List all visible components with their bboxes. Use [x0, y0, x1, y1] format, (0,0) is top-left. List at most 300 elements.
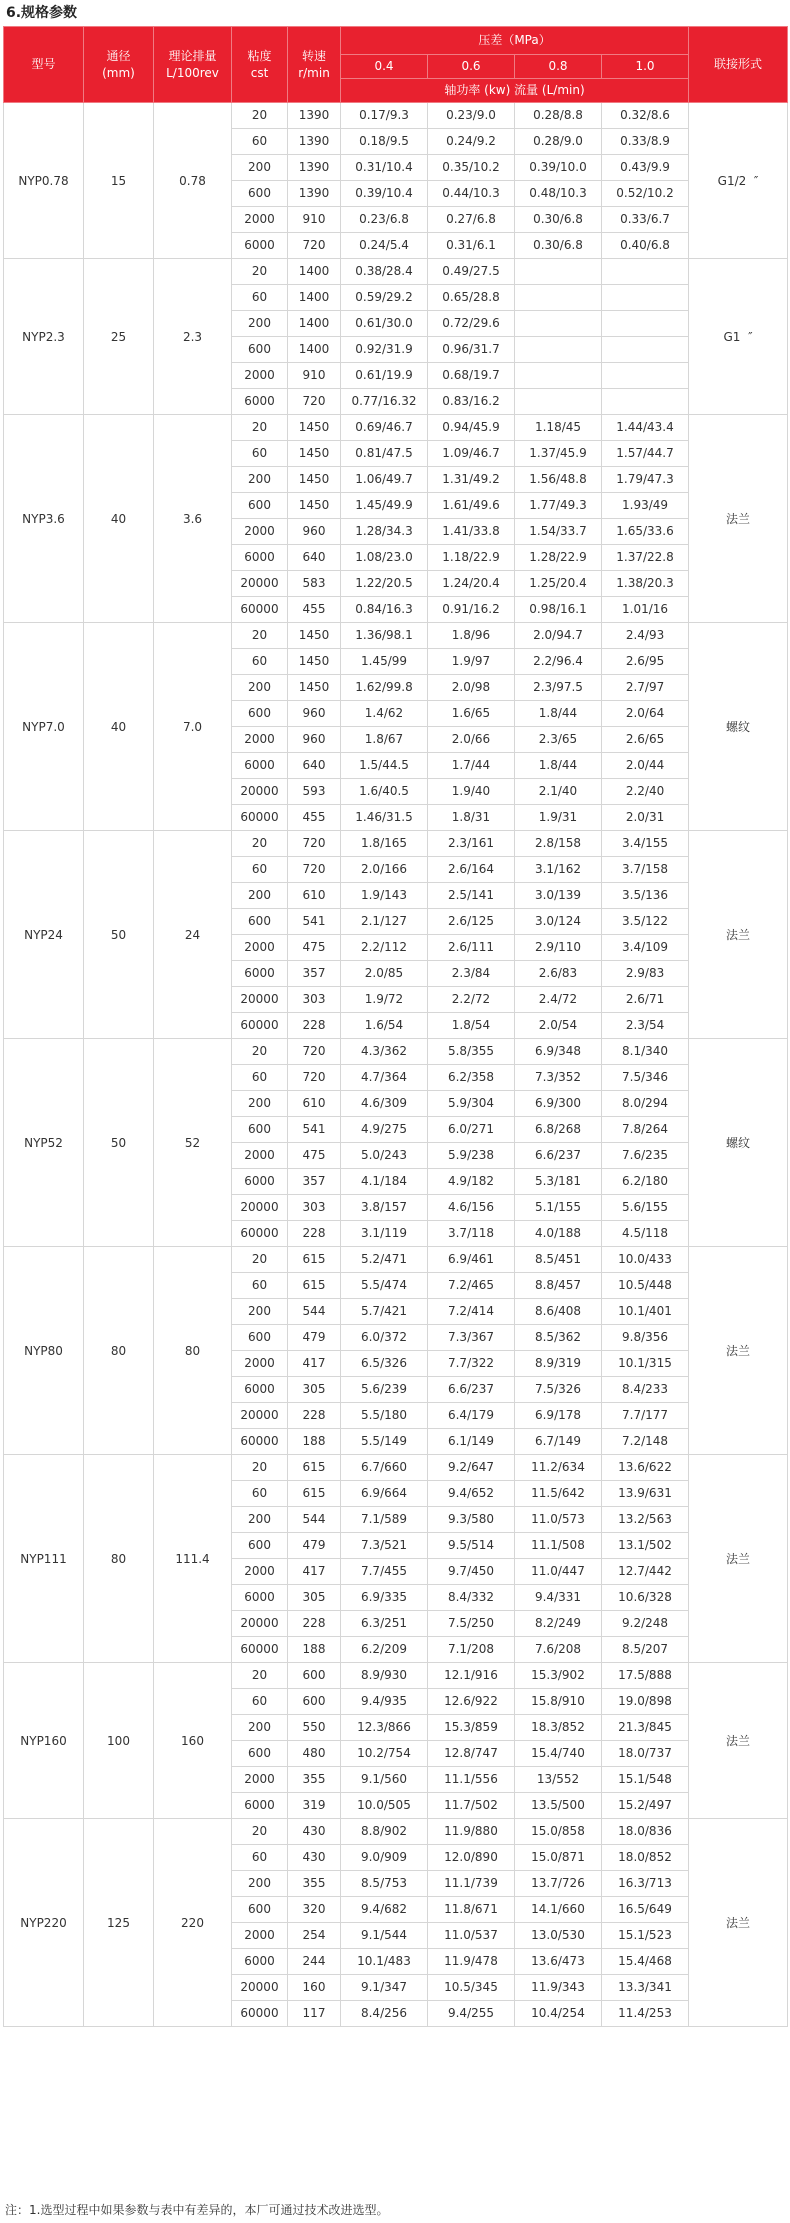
value-cell-0.6: 9.4/255 — [428, 2001, 515, 2027]
value-cell-0.8: 6.9/348 — [515, 1039, 602, 1065]
value-cell-0.4: 5.0/243 — [341, 1143, 428, 1169]
table-row — [4, 259, 788, 285]
viscosity-cell: 600 — [232, 1533, 288, 1559]
value-cell-0.6: 0.44/10.3 — [428, 181, 515, 207]
value-cell-0.6: 2.5/141 — [428, 883, 515, 909]
speed-cell: 1450 — [288, 649, 341, 675]
viscosity-cell: 2000 — [232, 207, 288, 233]
value-cell-0.8: 7.3/352 — [515, 1065, 602, 1091]
value-cell-1.0 — [602, 363, 689, 389]
speed-cell: 541 — [288, 1117, 341, 1143]
value-cell-0.6: 12.0/890 — [428, 1845, 515, 1871]
value-cell-1.0: 1.93/49 — [602, 493, 689, 519]
value-cell-0.4: 4.9/275 — [341, 1117, 428, 1143]
viscosity-cell: 20 — [232, 831, 288, 857]
header-diameter-label: 通径 — [106, 48, 131, 63]
diameter-cell: 40 — [84, 623, 154, 831]
value-cell-1.0: 17.5/888 — [602, 1663, 689, 1689]
header-viscosity — [232, 27, 288, 103]
speed-cell: 541 — [288, 909, 341, 935]
viscosity-cell: 6000 — [232, 389, 288, 415]
value-cell-0.4: 9.0/909 — [341, 1845, 428, 1871]
speed-cell: 188 — [288, 1429, 341, 1455]
value-cell-0.6: 0.31/6.1 — [428, 233, 515, 259]
speed-cell: 640 — [288, 753, 341, 779]
viscosity-cell: 60000 — [232, 597, 288, 623]
speed-cell: 720 — [288, 233, 341, 259]
table-row — [4, 623, 788, 649]
value-cell-0.8: 11.0/447 — [515, 1559, 602, 1585]
speed-cell: 305 — [288, 1377, 341, 1403]
viscosity-cell: 60000 — [232, 1013, 288, 1039]
table-row — [4, 415, 788, 441]
speed-cell: 475 — [288, 1143, 341, 1169]
value-cell-1.0: 0.52/10.2 — [602, 181, 689, 207]
value-cell-0.6: 2.6/111 — [428, 935, 515, 961]
value-cell-0.4: 0.81/47.5 — [341, 441, 428, 467]
value-cell-0.6: 11.7/502 — [428, 1793, 515, 1819]
value-cell-0.8: 14.1/660 — [515, 1897, 602, 1923]
viscosity-cell: 20000 — [232, 779, 288, 805]
speed-cell: 960 — [288, 727, 341, 753]
speed-cell: 244 — [288, 1949, 341, 1975]
value-cell-0.4: 0.18/9.5 — [341, 129, 428, 155]
displacement-cell: 7.0 — [154, 623, 232, 831]
value-cell-0.6: 7.5/250 — [428, 1611, 515, 1637]
viscosity-cell: 20000 — [232, 571, 288, 597]
value-cell-0.4: 1.4/62 — [341, 701, 428, 727]
value-cell-0.6: 7.3/367 — [428, 1325, 515, 1351]
model-cell: NYP80 — [4, 1247, 84, 1455]
value-cell-1.0: 3.4/155 — [602, 831, 689, 857]
value-cell-0.6: 1.18/22.9 — [428, 545, 515, 571]
speed-cell: 615 — [288, 1481, 341, 1507]
viscosity-cell: 2000 — [232, 1923, 288, 1949]
value-cell-1.0: 18.0/737 — [602, 1741, 689, 1767]
value-cell-0.8: 15.0/871 — [515, 1845, 602, 1871]
value-cell-0.4: 9.1/560 — [341, 1767, 428, 1793]
value-cell-1.0: 15.4/468 — [602, 1949, 689, 1975]
viscosity-cell: 600 — [232, 1117, 288, 1143]
value-cell-0.6: 1.61/49.6 — [428, 493, 515, 519]
value-cell-1.0: 10.6/328 — [602, 1585, 689, 1611]
value-cell-0.6: 7.7/322 — [428, 1351, 515, 1377]
value-cell-0.6: 11.9/478 — [428, 1949, 515, 1975]
viscosity-cell: 2000 — [232, 1351, 288, 1377]
viscosity-cell: 20 — [232, 259, 288, 285]
speed-cell: 720 — [288, 857, 341, 883]
displacement-cell: 52 — [154, 1039, 232, 1247]
diameter-cell: 80 — [84, 1455, 154, 1663]
viscosity-cell: 20000 — [232, 987, 288, 1013]
value-cell-0.8: 15.0/858 — [515, 1819, 602, 1845]
value-cell-1.0: 2.0/31 — [602, 805, 689, 831]
viscosity-cell: 60 — [232, 285, 288, 311]
value-cell-0.8: 0.48/10.3 — [515, 181, 602, 207]
value-cell-0.8: 15.3/902 — [515, 1663, 602, 1689]
value-cell-0.6: 1.09/46.7 — [428, 441, 515, 467]
value-cell-0.4: 8.4/256 — [341, 2001, 428, 2027]
value-cell-0.6: 0.65/28.8 — [428, 285, 515, 311]
speed-cell: 228 — [288, 1221, 341, 1247]
speed-cell: 188 — [288, 1637, 341, 1663]
value-cell-1.0: 1.37/22.8 — [602, 545, 689, 571]
value-cell-0.6: 3.7/118 — [428, 1221, 515, 1247]
value-cell-0.4: 8.9/930 — [341, 1663, 428, 1689]
value-cell-0.4: 6.5/326 — [341, 1351, 428, 1377]
value-cell-0.8: 1.54/33.7 — [515, 519, 602, 545]
value-cell-0.8: 6.9/178 — [515, 1403, 602, 1429]
viscosity-cell: 60 — [232, 1689, 288, 1715]
value-cell-0.8: 8.2/249 — [515, 1611, 602, 1637]
header-power-flow: 轴功率 (kw) 流量 (L/min) — [341, 79, 689, 103]
value-cell-0.8: 2.8/158 — [515, 831, 602, 857]
value-cell-0.6: 0.94/45.9 — [428, 415, 515, 441]
value-cell-0.4: 1.8/67 — [341, 727, 428, 753]
value-cell-1.0: 8.4/233 — [602, 1377, 689, 1403]
value-cell-0.8: 13.6/473 — [515, 1949, 602, 1975]
value-cell-0.4: 1.36/98.1 — [341, 623, 428, 649]
value-cell-0.6: 2.0/98 — [428, 675, 515, 701]
value-cell-0.6: 4.6/156 — [428, 1195, 515, 1221]
viscosity-cell: 2000 — [232, 727, 288, 753]
viscosity-cell: 20000 — [232, 1975, 288, 2001]
value-cell-0.4: 1.9/143 — [341, 883, 428, 909]
speed-cell: 117 — [288, 2001, 341, 2027]
viscosity-cell: 6000 — [232, 753, 288, 779]
value-cell-0.6: 2.3/161 — [428, 831, 515, 857]
value-cell-0.6: 1.31/49.2 — [428, 467, 515, 493]
speed-cell: 455 — [288, 805, 341, 831]
connection-cell: G1 ″ — [689, 259, 788, 415]
viscosity-cell: 20 — [232, 1663, 288, 1689]
diameter-cell: 125 — [84, 1819, 154, 2027]
value-cell-0.8: 13.7/726 — [515, 1871, 602, 1897]
value-cell-1.0 — [602, 337, 689, 363]
header-model: 型号 — [4, 27, 84, 103]
value-cell-0.4: 5.5/474 — [341, 1273, 428, 1299]
value-cell-1.0: 13.9/631 — [602, 1481, 689, 1507]
viscosity-cell: 6000 — [232, 961, 288, 987]
value-cell-0.6: 11.9/880 — [428, 1819, 515, 1845]
speed-cell: 544 — [288, 1299, 341, 1325]
value-cell-0.6: 11.1/556 — [428, 1767, 515, 1793]
value-cell-0.8: 6.9/300 — [515, 1091, 602, 1117]
value-cell-0.6: 6.9/461 — [428, 1247, 515, 1273]
value-cell-0.4: 5.7/421 — [341, 1299, 428, 1325]
speed-cell: 615 — [288, 1273, 341, 1299]
speed-cell: 1400 — [288, 337, 341, 363]
speed-cell: 455 — [288, 597, 341, 623]
viscosity-cell: 60000 — [232, 1429, 288, 1455]
value-cell-0.4: 10.0/505 — [341, 1793, 428, 1819]
value-cell-0.4: 10.1/483 — [341, 1949, 428, 1975]
value-cell-0.6: 7.2/465 — [428, 1273, 515, 1299]
value-cell-0.8: 2.6/83 — [515, 961, 602, 987]
value-cell-0.8: 8.9/319 — [515, 1351, 602, 1377]
value-cell-0.6: 6.2/358 — [428, 1065, 515, 1091]
value-cell-0.4: 9.4/935 — [341, 1689, 428, 1715]
value-cell-0.6: 9.2/647 — [428, 1455, 515, 1481]
value-cell-0.8: 8.5/362 — [515, 1325, 602, 1351]
header-pressure-0: 0.4 — [341, 55, 428, 79]
diameter-cell: 80 — [84, 1247, 154, 1455]
value-cell-1.0: 9.8/356 — [602, 1325, 689, 1351]
speed-cell: 1390 — [288, 103, 341, 129]
value-cell-1.0: 2.6/65 — [602, 727, 689, 753]
viscosity-cell: 200 — [232, 1715, 288, 1741]
value-cell-1.0: 15.1/548 — [602, 1767, 689, 1793]
value-cell-0.6: 1.8/54 — [428, 1013, 515, 1039]
header-diameter — [84, 27, 154, 103]
value-cell-0.6: 8.4/332 — [428, 1585, 515, 1611]
value-cell-0.4: 5.5/149 — [341, 1429, 428, 1455]
value-cell-0.8: 0.28/9.0 — [515, 129, 602, 155]
value-cell-0.8: 8.6/408 — [515, 1299, 602, 1325]
value-cell-0.4: 7.1/589 — [341, 1507, 428, 1533]
viscosity-cell: 60000 — [232, 2001, 288, 2027]
value-cell-0.6: 2.2/72 — [428, 987, 515, 1013]
value-cell-0.8 — [515, 363, 602, 389]
viscosity-cell: 20 — [232, 415, 288, 441]
speed-cell: 417 — [288, 1559, 341, 1585]
value-cell-0.4: 0.38/28.4 — [341, 259, 428, 285]
value-cell-0.4: 4.3/362 — [341, 1039, 428, 1065]
header-displacement-unit: L/100rev — [166, 65, 219, 80]
viscosity-cell: 2000 — [232, 1767, 288, 1793]
viscosity-cell: 60000 — [232, 805, 288, 831]
value-cell-1.0: 7.8/264 — [602, 1117, 689, 1143]
viscosity-cell: 6000 — [232, 233, 288, 259]
value-cell-0.4: 1.45/49.9 — [341, 493, 428, 519]
viscosity-cell: 20 — [232, 1039, 288, 1065]
model-cell: NYP220 — [4, 1819, 84, 2027]
value-cell-0.4: 2.0/85 — [341, 961, 428, 987]
value-cell-0.4: 1.45/99 — [341, 649, 428, 675]
table-row — [4, 831, 788, 857]
header-speed-label: 转速 — [301, 48, 326, 63]
value-cell-0.4: 9.1/347 — [341, 1975, 428, 2001]
value-cell-0.4: 0.59/29.2 — [341, 285, 428, 311]
value-cell-0.8: 13/552 — [515, 1767, 602, 1793]
speed-cell: 357 — [288, 1169, 341, 1195]
value-cell-0.4: 3.8/157 — [341, 1195, 428, 1221]
value-cell-0.8: 3.0/124 — [515, 909, 602, 935]
speed-cell: 600 — [288, 1689, 341, 1715]
viscosity-cell: 60 — [232, 1065, 288, 1091]
viscosity-cell: 600 — [232, 701, 288, 727]
value-cell-0.8: 2.0/54 — [515, 1013, 602, 1039]
value-cell-0.6: 4.9/182 — [428, 1169, 515, 1195]
value-cell-0.4: 9.4/682 — [341, 1897, 428, 1923]
speed-cell: 720 — [288, 831, 341, 857]
speed-cell: 960 — [288, 519, 341, 545]
value-cell-1.0: 1.38/20.3 — [602, 571, 689, 597]
viscosity-cell: 600 — [232, 1897, 288, 1923]
value-cell-0.6: 2.0/66 — [428, 727, 515, 753]
value-cell-0.6: 0.24/9.2 — [428, 129, 515, 155]
value-cell-0.4: 1.28/34.3 — [341, 519, 428, 545]
section-title: 6.规格参数 — [6, 5, 78, 21]
value-cell-0.4: 0.31/10.4 — [341, 155, 428, 181]
speed-cell: 640 — [288, 545, 341, 571]
speed-cell: 228 — [288, 1611, 341, 1637]
table-row — [4, 1819, 788, 1845]
value-cell-0.4: 1.6/40.5 — [341, 779, 428, 805]
value-cell-0.8: 2.4/72 — [515, 987, 602, 1013]
displacement-cell: 111.4 — [154, 1455, 232, 1663]
value-cell-1.0: 7.6/235 — [602, 1143, 689, 1169]
displacement-cell: 24 — [154, 831, 232, 1039]
viscosity-cell: 20000 — [232, 1195, 288, 1221]
value-cell-0.8: 6.8/268 — [515, 1117, 602, 1143]
diameter-cell: 50 — [84, 1039, 154, 1247]
value-cell-0.8 — [515, 389, 602, 415]
value-cell-0.6: 1.9/97 — [428, 649, 515, 675]
speed-cell: 430 — [288, 1819, 341, 1845]
displacement-cell: 2.3 — [154, 259, 232, 415]
viscosity-cell: 600 — [232, 337, 288, 363]
value-cell-0.4: 6.9/335 — [341, 1585, 428, 1611]
viscosity-cell: 200 — [232, 1091, 288, 1117]
value-cell-0.6: 11.0/537 — [428, 1923, 515, 1949]
viscosity-cell: 20000 — [232, 1403, 288, 1429]
speed-cell: 355 — [288, 1871, 341, 1897]
speed-cell: 1400 — [288, 285, 341, 311]
value-cell-1.0: 2.9/83 — [602, 961, 689, 987]
table-header — [4, 27, 788, 103]
value-cell-0.4: 0.61/19.9 — [341, 363, 428, 389]
value-cell-1.0: 1.65/33.6 — [602, 519, 689, 545]
viscosity-cell: 60 — [232, 649, 288, 675]
displacement-cell: 80 — [154, 1247, 232, 1455]
viscosity-cell: 6000 — [232, 1949, 288, 1975]
value-cell-0.8: 0.30/6.8 — [515, 233, 602, 259]
model-cell: NYP52 — [4, 1039, 84, 1247]
value-cell-0.6: 1.8/31 — [428, 805, 515, 831]
model-cell: NYP7.0 — [4, 623, 84, 831]
value-cell-0.4: 9.1/544 — [341, 1923, 428, 1949]
header-connection: 联接形式 — [689, 27, 788, 103]
speed-cell: 600 — [288, 1663, 341, 1689]
speed-cell: 305 — [288, 1585, 341, 1611]
value-cell-0.8: 7.6/208 — [515, 1637, 602, 1663]
value-cell-0.8 — [515, 311, 602, 337]
value-cell-0.4: 2.1/127 — [341, 909, 428, 935]
value-cell-1.0: 13.6/622 — [602, 1455, 689, 1481]
value-cell-0.8: 11.1/508 — [515, 1533, 602, 1559]
speed-cell: 610 — [288, 1091, 341, 1117]
value-cell-1.0: 7.5/346 — [602, 1065, 689, 1091]
value-cell-0.8: 1.25/20.4 — [515, 571, 602, 597]
speed-cell: 417 — [288, 1351, 341, 1377]
value-cell-0.8: 2.3/97.5 — [515, 675, 602, 701]
value-cell-0.8: 18.3/852 — [515, 1715, 602, 1741]
viscosity-cell: 200 — [232, 467, 288, 493]
value-cell-0.4: 6.3/251 — [341, 1611, 428, 1637]
value-cell-1.0 — [602, 259, 689, 285]
value-cell-0.6: 11.8/671 — [428, 1897, 515, 1923]
value-cell-0.8: 4.0/188 — [515, 1221, 602, 1247]
value-cell-1.0: 2.3/54 — [602, 1013, 689, 1039]
value-cell-0.6: 9.4/652 — [428, 1481, 515, 1507]
value-cell-0.4: 8.5/753 — [341, 1871, 428, 1897]
value-cell-1.0: 8.1/340 — [602, 1039, 689, 1065]
viscosity-cell: 2000 — [232, 519, 288, 545]
speed-cell: 615 — [288, 1247, 341, 1273]
value-cell-1.0: 15.1/523 — [602, 1923, 689, 1949]
value-cell-0.4: 4.1/184 — [341, 1169, 428, 1195]
value-cell-1.0: 0.32/8.6 — [602, 103, 689, 129]
value-cell-0.4: 1.9/72 — [341, 987, 428, 1013]
value-cell-1.0: 11.4/253 — [602, 2001, 689, 2027]
viscosity-cell: 6000 — [232, 1585, 288, 1611]
value-cell-0.8: 15.4/740 — [515, 1741, 602, 1767]
displacement-cell: 3.6 — [154, 415, 232, 623]
value-cell-0.4: 5.6/239 — [341, 1377, 428, 1403]
value-cell-0.8: 1.77/49.3 — [515, 493, 602, 519]
value-cell-1.0: 13.2/563 — [602, 1507, 689, 1533]
viscosity-cell: 60 — [232, 441, 288, 467]
speed-cell: 228 — [288, 1013, 341, 1039]
value-cell-0.8: 15.8/910 — [515, 1689, 602, 1715]
connection-cell: 法兰 — [689, 1455, 788, 1663]
viscosity-cell: 200 — [232, 311, 288, 337]
header-diameter-unit: (mm) — [102, 65, 135, 80]
value-cell-1.0: 18.0/852 — [602, 1845, 689, 1871]
value-cell-0.4: 1.22/20.5 — [341, 571, 428, 597]
value-cell-0.4: 1.8/165 — [341, 831, 428, 857]
header-pressure-1: 0.6 — [428, 55, 515, 79]
speed-cell: 1390 — [288, 155, 341, 181]
value-cell-0.6: 6.4/179 — [428, 1403, 515, 1429]
value-cell-0.6: 1.7/44 — [428, 753, 515, 779]
diameter-cell: 100 — [84, 1663, 154, 1819]
value-cell-1.0: 10.1/401 — [602, 1299, 689, 1325]
value-cell-1.0: 10.5/448 — [602, 1273, 689, 1299]
viscosity-cell: 20 — [232, 1247, 288, 1273]
spec-table — [3, 26, 788, 2027]
value-cell-0.6: 1.6/65 — [428, 701, 515, 727]
speed-cell: 720 — [288, 1039, 341, 1065]
speed-cell: 319 — [288, 1793, 341, 1819]
value-cell-0.8: 11.0/573 — [515, 1507, 602, 1533]
speed-cell: 910 — [288, 207, 341, 233]
table-row — [4, 103, 788, 129]
value-cell-1.0: 7.2/148 — [602, 1429, 689, 1455]
viscosity-cell: 600 — [232, 493, 288, 519]
viscosity-cell: 60 — [232, 1845, 288, 1871]
viscosity-cell: 20000 — [232, 1611, 288, 1637]
value-cell-0.6: 5.9/304 — [428, 1091, 515, 1117]
value-cell-0.8: 13.0/530 — [515, 1923, 602, 1949]
speed-cell: 583 — [288, 571, 341, 597]
speed-cell: 615 — [288, 1455, 341, 1481]
value-cell-0.8: 9.4/331 — [515, 1585, 602, 1611]
speed-cell: 1400 — [288, 259, 341, 285]
value-cell-1.0: 6.2/180 — [602, 1169, 689, 1195]
value-cell-0.8: 2.1/40 — [515, 779, 602, 805]
viscosity-cell: 200 — [232, 883, 288, 909]
value-cell-0.8 — [515, 337, 602, 363]
value-cell-1.0: 2.2/40 — [602, 779, 689, 805]
value-cell-0.6: 0.49/27.5 — [428, 259, 515, 285]
value-cell-0.6: 0.35/10.2 — [428, 155, 515, 181]
value-cell-0.8: 1.56/48.8 — [515, 467, 602, 493]
value-cell-0.8: 1.9/31 — [515, 805, 602, 831]
value-cell-1.0: 3.5/122 — [602, 909, 689, 935]
viscosity-cell: 20 — [232, 1455, 288, 1481]
